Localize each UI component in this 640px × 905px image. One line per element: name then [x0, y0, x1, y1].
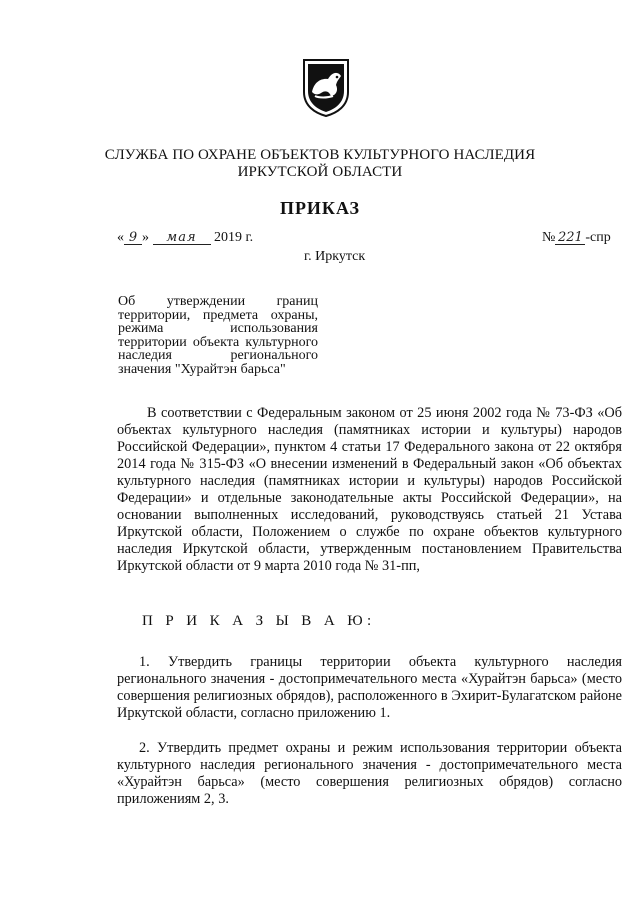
date-month-handwritten: мая — [153, 231, 211, 245]
number-prefix: № — [542, 230, 556, 245]
agency-name-line2: ИРКУТСКОЙ ОБЛАСТИ — [237, 164, 403, 180]
date-open-quote: « — [117, 230, 124, 245]
document-subject: Об утверждении границ территории, предмета охраны, режима использования территории объекта культурного наследия регионального значения "Хурайтэн барьса" — [118, 294, 318, 377]
document-city: г. Иркутск — [304, 249, 366, 264]
preamble-paragraph: В соответствии с Федеральным законом от 25 июня 2002 года № 73-ФЗ «Об объектах культурного наследия (памятниках истории и культуры) народов Российской Федерации», пунктом 4 статьи 17 Федерального закона от 22 октября 2014 года № 315-ФЗ «О внесении изменений в Федеральный закон «Об объектах культурного наследия (памятниках истории и культуры) народов Российской Федерации» и отдельные законодательные акты Российской Федерации», на основании выполненных исследований, руководствуясь статьей 21 Устава Иркутской области, Положением о службе по охране объектов культурного наследия Иркутской области, утвержденным постановлением Правительства Иркутской области от 9 марта 2010 года № 31-пп, — [117, 405, 622, 574]
coat-of-arms-icon — [301, 58, 351, 118]
date-day-handwritten: 9 — [124, 231, 142, 245]
order-item-2: 2. Утвердить предмет охраны и режим использования территории объекта культурного наследия регионального значения - достопримечательного места «Хурайтэн барьса» (место совершения религиозных обрядов) согласно приложениям 2, 3. — [117, 740, 622, 807]
document-number — [542, 230, 611, 246]
number-handwritten: 221 — [555, 231, 585, 245]
agency-name-line1: СЛУЖБА ПО ОХРАНЕ ОБЪЕКТОВ КУЛЬТУРНОГО НАСЛЕДИЯ — [104, 147, 536, 163]
date-year: 2019 г. — [214, 230, 254, 245]
decree-heading: П Р И К А З Ы В А Ю: — [142, 613, 376, 629]
date-close-quote: » — [142, 230, 149, 245]
order-item-1: 1. Утвердить границы территории объекта культурного наследия регионального значения - достопримечательного места «Хурайтэн барьса» (место совершения религиозных обрядов), расположенного в Эхирит-Булагатском районе Иркутской области, согласно приложению 1. — [117, 654, 622, 721]
number-suffix: -спр — [585, 230, 611, 245]
document-date — [117, 230, 253, 246]
document-title: ПРИКАЗ — [279, 198, 361, 218]
